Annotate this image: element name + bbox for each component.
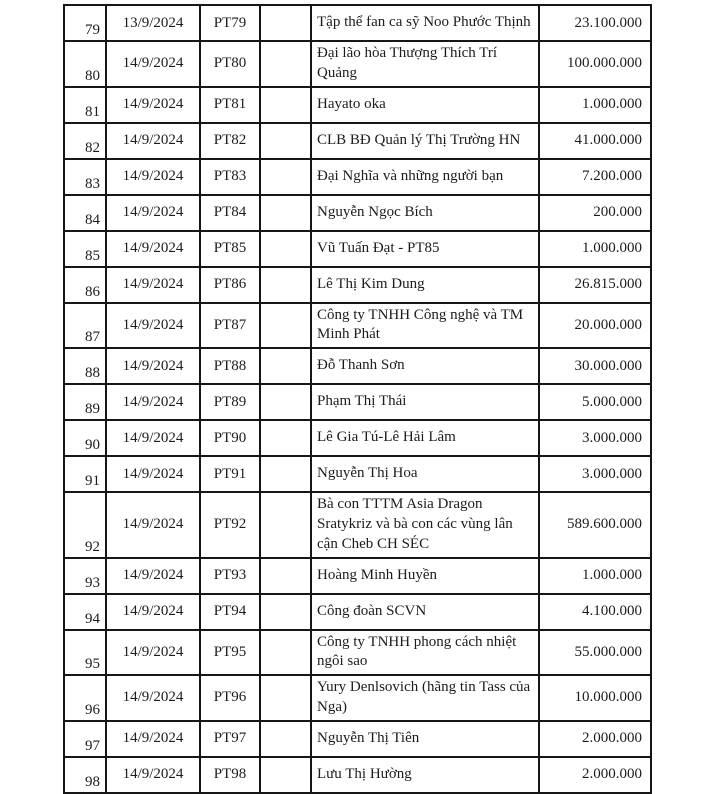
amount-cell: 41.000.000 [539, 123, 651, 159]
table-row [64, 456, 651, 492]
amount-cell: 7.200.000 [539, 159, 651, 195]
blank-cell [260, 41, 311, 87]
amount-cell: 5.000.000 [539, 384, 651, 420]
row-number-cell: 95 [64, 630, 106, 676]
amount-cell: 3.000.000 [539, 456, 651, 492]
table-row [64, 231, 651, 267]
blank-cell [260, 630, 311, 676]
amount-cell: 30.000.000 [539, 348, 651, 384]
donor-name-cell: Đại Nghĩa và những người bạn [311, 159, 539, 195]
receipt-code-cell: PT97 [200, 721, 260, 757]
amount-cell: 10.000.000 [539, 675, 651, 721]
table-row [64, 630, 651, 676]
receipt-code-cell: PT86 [200, 267, 260, 303]
date-cell: 14/9/2024 [106, 267, 200, 303]
donor-name-cell: Nguyễn Ngọc Bích [311, 195, 539, 231]
blank-cell [260, 87, 311, 123]
table-row [64, 267, 651, 303]
donor-name-cell: Hayato oka [311, 87, 539, 123]
amount-cell: 100.000.000 [539, 41, 651, 87]
table-row [64, 420, 651, 456]
donor-name-cell: Hoàng Minh Huyền [311, 558, 539, 594]
blank-cell [260, 675, 311, 721]
row-number-cell: 82 [64, 123, 106, 159]
blank-cell [260, 267, 311, 303]
blank-cell [260, 721, 311, 757]
date-cell: 14/9/2024 [106, 384, 200, 420]
receipt-code-cell: PT82 [200, 123, 260, 159]
date-cell: 14/9/2024 [106, 41, 200, 87]
row-number-cell: 86 [64, 267, 106, 303]
date-cell: 14/9/2024 [106, 420, 200, 456]
date-cell: 14/9/2024 [106, 721, 200, 757]
date-cell: 14/9/2024 [106, 558, 200, 594]
receipt-code-cell: PT87 [200, 303, 260, 349]
donor-name-cell: Công ty TNHH Công nghệ và TM Minh Phát [311, 303, 539, 349]
table-row [64, 159, 651, 195]
date-cell: 14/9/2024 [106, 231, 200, 267]
row-number-cell: 90 [64, 420, 106, 456]
receipt-code-cell: PT84 [200, 195, 260, 231]
blank-cell [260, 195, 311, 231]
date-cell: 14/9/2024 [106, 159, 200, 195]
amount-cell: 23.100.000 [539, 5, 651, 41]
donor-name-cell: Lê Thị Kim Dung [311, 267, 539, 303]
amount-cell: 4.100.000 [539, 594, 651, 630]
receipt-code-cell: PT89 [200, 384, 260, 420]
row-number-cell: 85 [64, 231, 106, 267]
donor-name-cell: Đại lão hòa Thượng Thích Trí Quảng [311, 41, 539, 87]
blank-cell [260, 231, 311, 267]
blank-cell [260, 348, 311, 384]
date-cell: 14/9/2024 [106, 675, 200, 721]
row-number-cell: 81 [64, 87, 106, 123]
date-cell: 14/9/2024 [106, 630, 200, 676]
receipt-code-cell: PT81 [200, 87, 260, 123]
receipt-code-cell: PT95 [200, 630, 260, 676]
blank-cell [260, 159, 311, 195]
donor-name-cell: Nguyễn Thị Tiên [311, 721, 539, 757]
table-row [64, 348, 651, 384]
row-number-cell: 98 [64, 757, 106, 793]
date-cell: 14/9/2024 [106, 87, 200, 123]
donor-name-cell: Vũ Tuấn Đạt - PT85 [311, 231, 539, 267]
date-cell: 14/9/2024 [106, 594, 200, 630]
blank-cell [260, 757, 311, 793]
donor-name-cell: Đỗ Thanh Sơn [311, 348, 539, 384]
amount-cell: 2.000.000 [539, 757, 651, 793]
receipt-code-cell: PT88 [200, 348, 260, 384]
receipt-code-cell: PT94 [200, 594, 260, 630]
date-cell: 14/9/2024 [106, 123, 200, 159]
date-cell: 14/9/2024 [106, 492, 200, 557]
blank-cell [260, 594, 311, 630]
row-number-cell: 92 [64, 492, 106, 557]
table-row [64, 558, 651, 594]
table-row [64, 41, 651, 87]
row-number-cell: 88 [64, 348, 106, 384]
donor-name-cell: Phạm Thị Thái [311, 384, 539, 420]
row-number-cell: 96 [64, 675, 106, 721]
date-cell: 14/9/2024 [106, 348, 200, 384]
donation-table-body [64, 5, 651, 793]
amount-cell: 1.000.000 [539, 87, 651, 123]
blank-cell [260, 456, 311, 492]
amount-cell: 20.000.000 [539, 303, 651, 349]
receipt-code-cell: PT91 [200, 456, 260, 492]
row-number-cell: 80 [64, 41, 106, 87]
row-number-cell: 89 [64, 384, 106, 420]
row-number-cell: 79 [64, 5, 106, 41]
date-cell: 14/9/2024 [106, 303, 200, 349]
receipt-code-cell: PT93 [200, 558, 260, 594]
blank-cell [260, 384, 311, 420]
row-number-cell: 97 [64, 721, 106, 757]
donor-name-cell: Lê Gia Tú-Lê Hải Lâm [311, 420, 539, 456]
row-number-cell: 83 [64, 159, 106, 195]
donor-name-cell: CLB BĐ Quản lý Thị Trường HN [311, 123, 539, 159]
date-cell: 14/9/2024 [106, 456, 200, 492]
amount-cell: 3.000.000 [539, 420, 651, 456]
donor-name-cell: Bà con TTTM Asia Dragon Sratykriz và bà con các vùng lân cận Cheb CH SÉC [311, 492, 539, 557]
table-row [64, 195, 651, 231]
table-row [64, 384, 651, 420]
amount-cell: 1.000.000 [539, 231, 651, 267]
blank-cell [260, 558, 311, 594]
receipt-code-cell: PT85 [200, 231, 260, 267]
donor-name-cell: Yury Denlsovich (hãng tin Tass của Nga) [311, 675, 539, 721]
date-cell: 13/9/2024 [106, 5, 200, 41]
donor-name-cell: Nguyễn Thị Hoa [311, 456, 539, 492]
donor-name-cell: Công đoàn SCVN [311, 594, 539, 630]
amount-cell: 1.000.000 [539, 558, 651, 594]
blank-cell [260, 303, 311, 349]
blank-cell [260, 5, 311, 41]
donor-name-cell: Công ty TNHH phong cách nhiệt ngôi sao [311, 630, 539, 676]
table-row [64, 675, 651, 721]
receipt-code-cell: PT98 [200, 757, 260, 793]
receipt-code-cell: PT90 [200, 420, 260, 456]
table-row [64, 87, 651, 123]
receipt-code-cell: PT83 [200, 159, 260, 195]
amount-cell: 589.600.000 [539, 492, 651, 557]
receipt-code-cell: PT80 [200, 41, 260, 87]
amount-cell: 26.815.000 [539, 267, 651, 303]
amount-cell: 200.000 [539, 195, 651, 231]
blank-cell [260, 123, 311, 159]
donor-name-cell: Lưu Thị Hường [311, 757, 539, 793]
table-row [64, 492, 651, 557]
blank-cell [260, 420, 311, 456]
date-cell: 14/9/2024 [106, 757, 200, 793]
receipt-code-cell: PT92 [200, 492, 260, 557]
table-row [64, 5, 651, 41]
donor-name-cell: Tập thể fan ca sỹ Noo Phước Thịnh [311, 5, 539, 41]
table-row [64, 594, 651, 630]
table-row [64, 123, 651, 159]
row-number-cell: 87 [64, 303, 106, 349]
receipt-code-cell: PT79 [200, 5, 260, 41]
row-number-cell: 93 [64, 558, 106, 594]
donation-table [63, 4, 652, 794]
row-number-cell: 94 [64, 594, 106, 630]
table-row [64, 757, 651, 793]
blank-cell [260, 492, 311, 557]
row-number-cell: 91 [64, 456, 106, 492]
amount-cell: 55.000.000 [539, 630, 651, 676]
table-row [64, 303, 651, 349]
amount-cell: 2.000.000 [539, 721, 651, 757]
receipt-code-cell: PT96 [200, 675, 260, 721]
table-row [64, 721, 651, 757]
row-number-cell: 84 [64, 195, 106, 231]
date-cell: 14/9/2024 [106, 195, 200, 231]
